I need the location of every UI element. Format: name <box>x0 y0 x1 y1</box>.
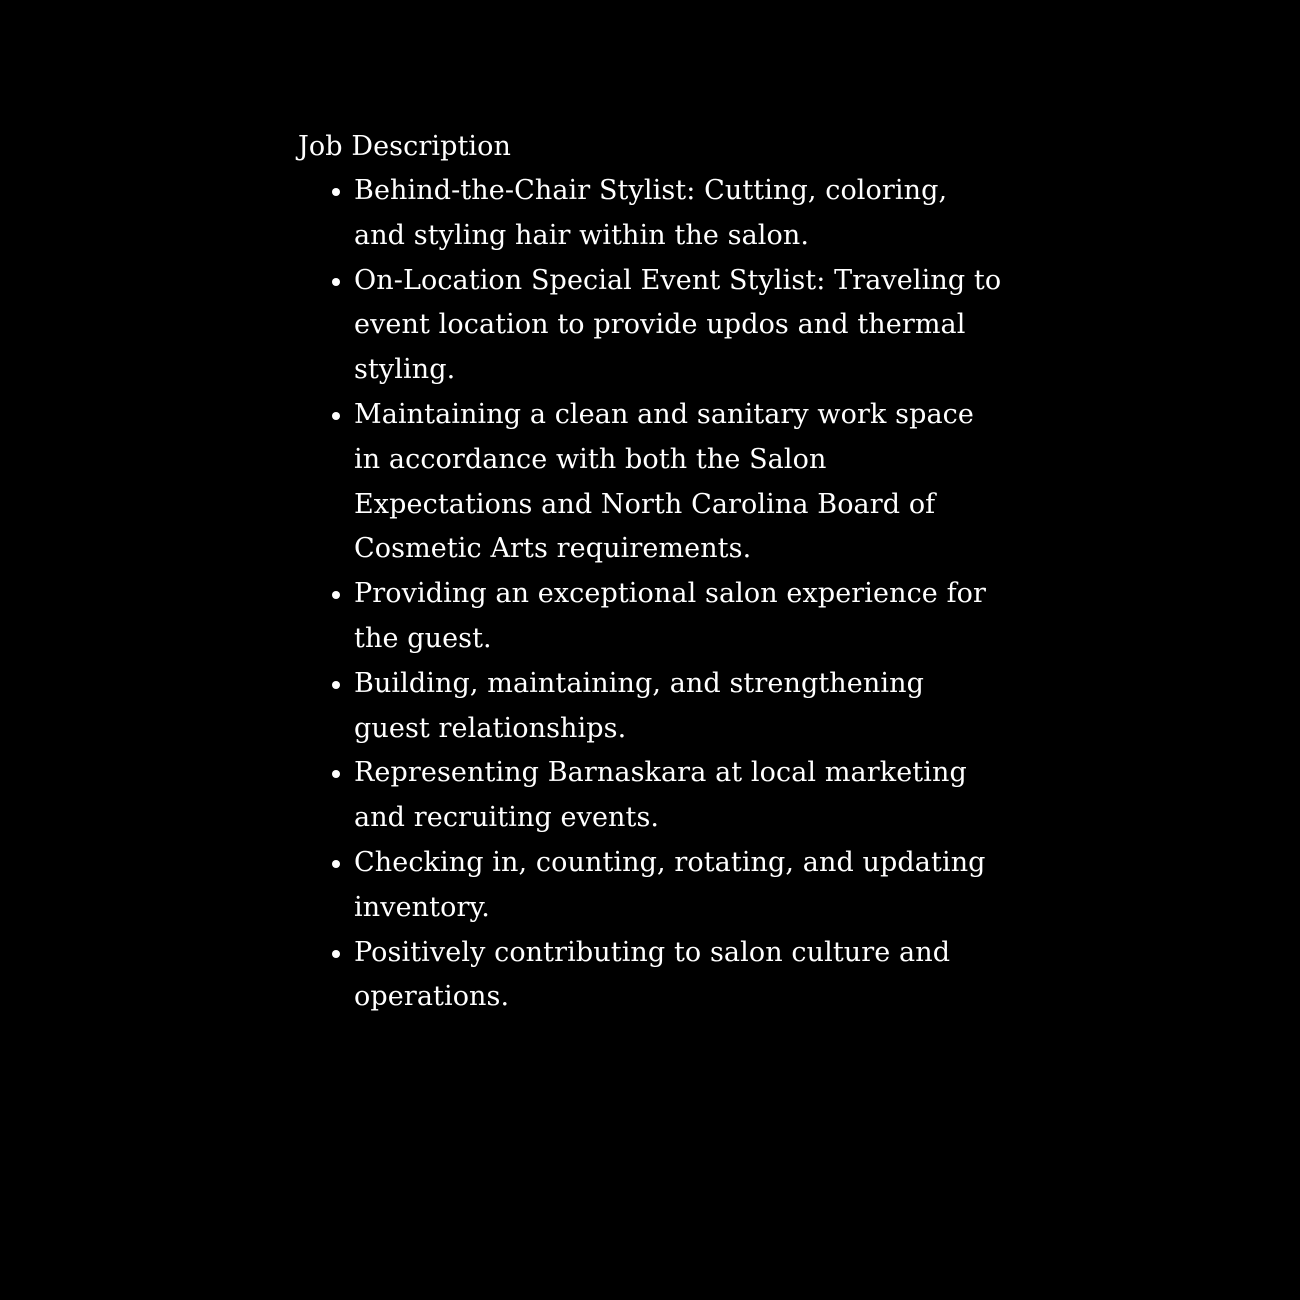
list-item <box>298 259 1004 393</box>
list-item <box>298 751 1004 841</box>
list-item <box>298 662 1004 752</box>
bullet-icon <box>332 412 340 420</box>
list-item-text: Building, maintaining, and strengthening guest relationships. <box>354 667 924 744</box>
bullet-icon <box>332 278 340 286</box>
list-item-text: Positively contributing to salon culture and operations. <box>354 936 951 1013</box>
job-description-section <box>298 124 1018 1020</box>
bullet-icon <box>332 591 340 599</box>
bullet-icon <box>332 860 340 868</box>
list-item-text: Checking in, counting, rotating, and updating inventory. <box>354 846 986 923</box>
list-item <box>298 931 1004 1021</box>
bullet-icon <box>332 681 340 689</box>
list-item <box>298 169 1004 259</box>
list-item-text: Maintaining a clean and sanitary work space in accordance with both the Salon Expectations and North Carolina Board of Cosmetic Arts requirements. <box>354 398 974 565</box>
list-item-text: On-Location Special Event Stylist: Traveling to event location to provide updos and thermal styling. <box>354 264 1002 386</box>
list-item-text: Providing an exceptional salon experience for the guest. <box>354 578 987 654</box>
section-heading: Job Description <box>298 131 512 162</box>
bullet-icon <box>332 950 340 958</box>
list-item-text: Behind-the-Chair Stylist: Cutting, coloring, and styling hair within the salon. <box>354 175 948 251</box>
bullet-icon <box>332 770 340 778</box>
duty-list <box>298 169 1018 1020</box>
list-item <box>298 572 1004 662</box>
list-item <box>298 393 1004 572</box>
list-item <box>298 841 1004 931</box>
bullet-icon <box>332 188 340 196</box>
list-item-text: Representing Barnaskara at local marketing and recruiting events. <box>354 757 967 834</box>
